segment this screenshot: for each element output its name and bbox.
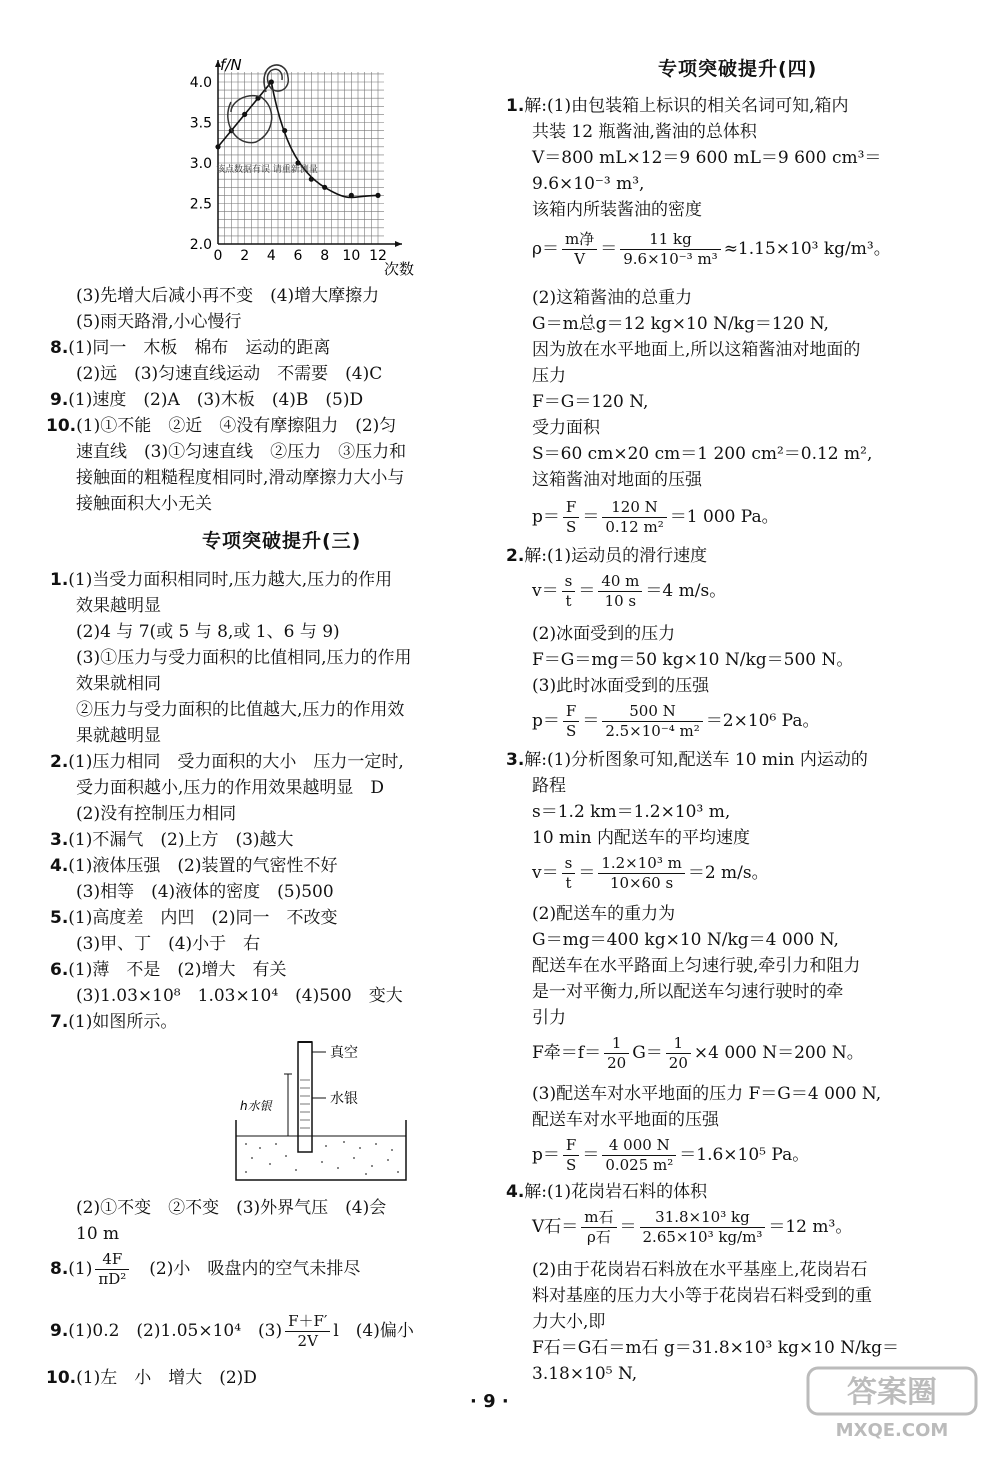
r3-line-g: G＝mg＝400 kg×10 N/kg＝4 000 N, <box>532 930 839 950</box>
s8-fraction: $\frac{4F}{\text{πD²}}$ <box>95 1252 129 1287</box>
s4-line-b: (3)相等 (4)液体的密度 (5)500 <box>76 882 334 902</box>
r3-pressure-formula: p＝ $\frac{F}{S}$ ＝ $\frac{4 000 N}{\text{0.025 m²}}$ ＝1.6×10⁵ Pa。 <box>532 1136 810 1174</box>
r4-line-c: (2)由于花岗岩石料放在水平基座上,花岗岩石 <box>532 1260 868 1280</box>
r1-line-d: 9.6×10⁻³ m³, <box>532 174 645 194</box>
r1-line-m: S＝60 cm×20 cm＝1 200 cm²＝0.12 m², <box>532 444 873 464</box>
data-point <box>375 193 380 198</box>
q10-line-b: 速直线 (3)①匀速直线 ②压力 ③压力和 <box>76 442 407 462</box>
r3-line-a: 3.解:(1)分析图象可知,配送车 10 min 内运动的 <box>506 750 868 770</box>
data-point <box>349 193 354 198</box>
data-point <box>309 177 314 182</box>
s1-line-d: (3)①压力与受力面积的比值相同,压力的作用 <box>76 648 412 668</box>
q8-line-a: 8.(1)同一 木板 棉布 运动的距离 <box>50 338 331 358</box>
s2-line-b: 受力面积越小,压力的作用效果越明显 D <box>76 778 385 798</box>
r3-line-d: 10 min 内配送车的平均速度 <box>532 828 750 848</box>
r1-line-e: 该箱内所装酱油的密度 <box>532 200 702 220</box>
x-tick-label: 2 <box>240 248 250 264</box>
data-point <box>215 144 220 149</box>
s1-line-c: (2)4 与 7(或 5 与 8,或 1、6 与 9) <box>76 622 340 642</box>
r3-line-m: 配送车对水平地面的压强 <box>532 1110 719 1130</box>
s8-line: 8.(1) $\frac{4F}{\text{πD²}}$ (2)小 吸盘内的空气未排尽 <box>50 1250 361 1288</box>
x-tick-label: 12 <box>369 248 387 264</box>
data-point <box>322 185 327 190</box>
y-tick-label: 3.0 <box>189 156 212 172</box>
x-axis-arrow <box>395 241 402 247</box>
y-tick-label: 4.0 <box>189 75 212 91</box>
section-title-3: 专项突破提升(三) <box>202 530 362 552</box>
chart-ylabel: f/N <box>220 56 242 74</box>
section-title-4: 专项突破提升(四) <box>658 58 818 80</box>
s7-line-a: 7.(1)如图所示。 <box>50 1012 178 1032</box>
s9-line: 9.(1)0.2 (2)1.05×10⁴ (3) $\frac{F+F'}{2V}$ l (4)偏小 <box>50 1312 414 1350</box>
r2-line-e: (3)此时冰面受到的压强 <box>532 676 710 696</box>
r3-line-b: 路程 <box>532 776 566 796</box>
y-tick-label: 3.5 <box>189 115 212 132</box>
r3-line-j: 引力 <box>532 1008 566 1028</box>
s1-line-g: 果就越明显 <box>76 726 161 746</box>
y-tick-label: 2.0 <box>189 237 212 253</box>
r3-line-l: (3)配送车对水平地面的压力 F＝G＝4 000 N, <box>532 1084 882 1104</box>
x-tick-label: 10 <box>342 248 361 264</box>
r1-line-c: V＝800 mL×12＝9 600 mL＝9 600 cm³＝ <box>532 148 882 168</box>
torricelli-figure <box>226 1038 486 1188</box>
line-5: (5)雨天路滑,小心慢行 <box>76 312 242 332</box>
r3-speed-formula: v＝ $\frac{s}{t}$ ＝ $\frac{\text{1.2×10³ m}}{10\times 60 s}$ ＝2 m/s。 <box>532 854 769 892</box>
r1-line-h: G＝m总g＝12 kg×10 N/kg＝120 N, <box>532 314 829 334</box>
s4-line-a: 4.(1)液体压强 (2)装置的气密性不好 <box>50 856 338 876</box>
s5-line-b: (3)甲、丁 (4)小于 右 <box>76 934 261 954</box>
r1-line-i: 因为放在水平地面上,所以这箱酱油对地面的 <box>532 340 861 360</box>
s1-line-a: 1.(1)当受力面积相同时,压力越大,压力的作用 <box>50 570 393 590</box>
y-tick-label: 2.5 <box>189 196 212 213</box>
s1-line-f: ②压力与受力面积的比值越大,压力的作用效 <box>76 700 405 720</box>
r2-pressure-formula: p＝ $\frac{F}{S}$ ＝ $\frac{500 N}{\text{2.5×10⁻⁴ m²}}$ ＝2×10⁶ Pa。 <box>532 702 820 740</box>
s2-line-a: 2.(1)压力相同 受力面积的大小 压力一定时, <box>50 752 404 772</box>
r1-line-g: (2)这箱酱油的总重力 <box>532 288 693 308</box>
s6-line-b: (3)1.03×10⁸ 1.03×10⁴ (4)500 变大 <box>76 986 403 1006</box>
s7-line-c: 10 m <box>76 1224 120 1244</box>
r4-line-g: 3.18×10⁵ N, <box>532 1364 638 1384</box>
svg-text:答案圈: 答案圈 <box>847 1375 937 1410</box>
friction-chart <box>176 52 506 282</box>
r1-line-b: 共装 12 瓶酱油,酱油的总体积 <box>532 122 757 142</box>
page-number: · 9 · <box>470 1391 509 1412</box>
x-tick-label: 8 <box>320 248 330 264</box>
chart-annotation: 该点数据有误 请重新测量 <box>216 165 318 175</box>
r1-line-l: 受力面积 <box>532 418 600 438</box>
q10-line-c: 接触面的粗糙程度相同时,滑动摩擦力大小与 <box>76 468 405 488</box>
r1-pressure-formula: p＝ $\frac{F}{S}$ ＝ $\frac{120 N}{\text{0.12 m²}}$ ＝1 000 Pa。 <box>532 498 779 536</box>
r3-line-h: 配送车在水平路面上匀速行驶,牵引力和阻力 <box>532 956 861 976</box>
q10-line-a: 10.(1)①不能 ②近 ④没有摩擦阻力 (2)匀 <box>46 416 397 436</box>
r4-volume-formula: V石＝ $\frac{\text{m石}}{\text{ρ石}}$ ＝ $\frac{\text{31.8×10³ kg}}{\text{2.65×10³ kg/m³}}$ ＝12 m³。 <box>532 1208 853 1246</box>
s1-line-b: 效果越明显 <box>76 596 161 616</box>
r2-speed-formula: v＝ $\frac{s}{t}$ ＝ $\frac{40 m}{10 s}$ ＝4 m/s。 <box>532 572 727 610</box>
watermark-logo <box>802 1364 982 1444</box>
r3-force-formula: F牵＝f＝ $\frac{1}{20}$ G＝ $\frac{1}{20}$ ×4 000 N＝200 N。 <box>532 1034 864 1072</box>
x-tick-label: 0 <box>213 248 223 264</box>
s7-line-b: (2)①不变 ②不变 (3)外界气压 (4)会 <box>76 1198 387 1218</box>
s5-line-a: 5.(1)高度差 内凹 (2)同一 不改变 <box>50 908 338 928</box>
r1-density-formula: ρ＝ $\frac{\text{m净}}{V}$ ＝ $\frac{11 kg}{\text{9.6×10⁻³ m³}}$ ≈1.15×10³ kg/m³。 <box>532 230 891 268</box>
q10-line-d: 接触面积大小无关 <box>76 494 212 514</box>
svg-text:MXQE.COM: MXQE.COM <box>835 1420 949 1441</box>
r1-line-j: 压力 <box>532 366 566 386</box>
fig7-h-label: h水银 <box>240 1099 272 1113</box>
data-point <box>269 79 274 84</box>
fig7-mercury-label: 水银 <box>330 1091 358 1107</box>
fig7-vacuum-label: 真空 <box>330 1045 358 1061</box>
r1-line-a: 1.解:(1)由包装箱上标识的相关名词可知,箱内 <box>506 96 849 116</box>
x-tick-label: 6 <box>293 248 303 264</box>
scribble-mark-2 <box>228 96 272 143</box>
q9-line: 9.(1)速度 (2)A (3)木板 (4)B (5)D <box>50 390 364 410</box>
r2-line-c: (2)冰面受到的压力 <box>532 624 676 644</box>
s9-fraction: $\frac{F+F'}{2V}$ <box>285 1314 330 1349</box>
r4-line-e: 力大小,即 <box>532 1312 606 1332</box>
q8-line-b: (2)远 (3)匀速直线运动 不需要 (4)C <box>76 364 383 384</box>
s1-line-e: 效果就相同 <box>76 674 161 694</box>
r2-line-a: 2.解:(1)运动员的滑行速度 <box>506 546 708 566</box>
r4-line-d: 料对基座的压力大小等于花岗岩石料受到的重 <box>532 1286 872 1306</box>
s3-line: 3.(1)不漏气 (2)上方 (3)越大 <box>50 830 294 850</box>
x-tick-label: 4 <box>266 248 276 264</box>
r3-line-f: (2)配送车的重力为 <box>532 904 676 924</box>
r3-line-i: 是一对平衡力,所以配送车匀速行驶时的牵 <box>532 982 844 1002</box>
s2-line-c: (2)没有控制压力相同 <box>76 804 237 824</box>
chart-xlabel: 次数 <box>384 260 415 278</box>
r4-line-f: F石＝G石＝m石 g＝31.8×10³ kg×10 N/kg＝ <box>532 1338 899 1358</box>
r3-line-c: s＝1.2 km＝1.2×10³ m, <box>532 802 731 822</box>
s6-line-a: 6.(1)薄 不是 (2)增大 有关 <box>50 960 287 980</box>
data-point <box>282 128 287 133</box>
data-point <box>242 112 247 117</box>
s10-line: 10.(1)左 小 增大 (2)D <box>46 1368 257 1388</box>
r2-line-d: F＝G＝mg＝50 kg×10 N/kg＝500 N。 <box>532 650 854 670</box>
r1-line-k: F＝G＝120 N, <box>532 392 649 412</box>
r4-line-a: 4.解:(1)花岗岩石料的体积 <box>506 1182 708 1202</box>
r1-line-o: 这箱酱油对地面的压强 <box>532 470 702 490</box>
line-3-4: (3)先增大后减小再不变 (4)增大摩擦力 <box>76 286 380 306</box>
